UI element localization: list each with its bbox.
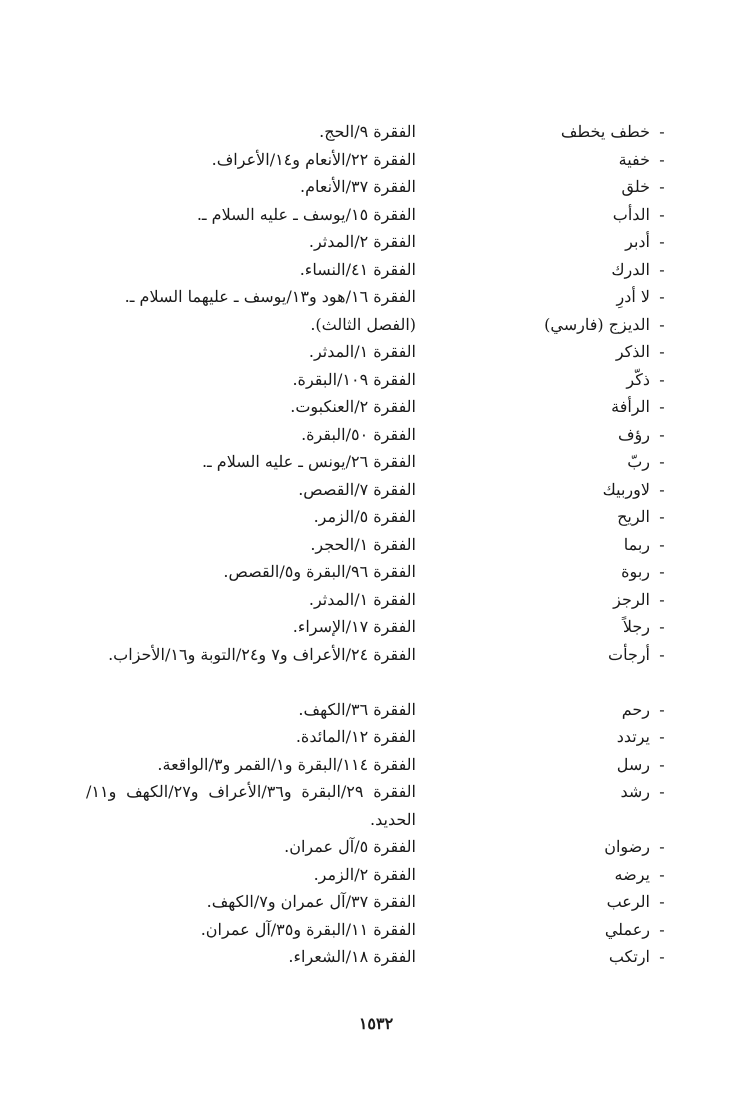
entry-dash: - (659, 589, 665, 609)
entry-dash: - (659, 782, 665, 801)
entry-term: الدأب (612, 204, 650, 224)
entry-reference: الفقرة ٥/آل عمران. (284, 837, 416, 856)
entry-term: رسل (616, 754, 650, 774)
entry-dash: - (659, 507, 665, 526)
glossary-entry (0, 476, 752, 504)
glossary-entry (0, 861, 752, 889)
glossary-entry (0, 943, 752, 971)
glossary-entry (0, 531, 752, 559)
entry-term: يرضه (614, 864, 650, 884)
glossary-entry (0, 256, 752, 284)
entry-dash: - (659, 397, 665, 416)
glossary-entry (0, 311, 752, 339)
entry-reference: الفقرة ٢/العنكبوت. (290, 397, 416, 416)
entry-reference: الفقرة ٢٦/يونس ـ عليه السلام ـ. (201, 452, 416, 471)
entry-dash: - (659, 644, 665, 664)
entry-reference: الفقرة ١٨/الشعراء. (288, 947, 416, 966)
entry-term: ربّ (627, 452, 650, 471)
entry-dash: - (659, 534, 665, 554)
glossary-entry (0, 751, 752, 779)
entry-reference: الفقرة ١٧/الإسراء. (292, 617, 416, 636)
entry-term: لاوربيك (602, 479, 650, 499)
entry-reference: الفقرة ١٦/هود و١٣/يوسف ـ عليهما السلام ـ. (124, 287, 416, 306)
entry-reference: الفقرة ٢٤/الأعراف و٧ و٢٤/التوبة و١٦/الأحزاب. (108, 644, 416, 664)
entry-term: ربما (623, 534, 650, 554)
entry-term: رؤف (617, 424, 650, 444)
entry-reference: الفقرة ٢/المدثر. (308, 232, 416, 251)
entry-reference: (الفصل الثالث). (310, 314, 416, 334)
glossary-entry (0, 723, 752, 751)
entry-reference: الفقرة ٣٧/آل عمران و٧/الكهف. (206, 892, 416, 911)
glossary-entry (0, 283, 752, 311)
entry-dash: - (659, 369, 665, 389)
glossary-entry (0, 916, 752, 944)
glossary-entry (0, 888, 752, 916)
entry-dash: - (659, 699, 665, 719)
glossary-entry (0, 586, 752, 614)
entry-term: خلق (621, 177, 650, 196)
entry-dash: - (659, 919, 665, 939)
glossary-entry (0, 503, 752, 531)
glossary-entry (0, 448, 752, 476)
glossary-entry (0, 201, 752, 229)
entry-term: رضوان (604, 837, 650, 856)
entry-dash: - (659, 892, 665, 911)
entry-term: يرتدد (616, 727, 650, 746)
entry-dash: - (659, 122, 665, 141)
entry-dash: - (659, 259, 665, 279)
entry-dash: - (659, 149, 665, 169)
entry-dash: - (659, 177, 665, 196)
entry-term: أدبر (625, 232, 650, 251)
entry-term: الرجز (613, 589, 650, 609)
entry-reference: الفقرة ٩/الحج. (319, 122, 416, 141)
glossary-entry (0, 421, 752, 449)
entry-dash: - (659, 947, 665, 966)
entry-reference: الفقرة ١٠٩/البقرة. (292, 369, 416, 389)
entry-dash: - (659, 837, 665, 856)
entry-reference: الفقرة ١٢/المائدة. (295, 727, 416, 746)
glossary-list (0, 118, 752, 971)
entry-dash: - (659, 424, 665, 444)
entry-term: ربوة (621, 562, 650, 581)
entry-reference: الفقرة ١/المدثر. (308, 589, 416, 609)
entry-term: الذكر (615, 342, 650, 361)
entry-term: رعملي (604, 919, 650, 939)
entry-reference: الفقرة ١٥/يوسف ـ عليه السلام ـ. (196, 204, 416, 224)
entry-reference: الفقرة ٥٠/البقرة. (301, 424, 416, 444)
entry-term: رشد (620, 782, 650, 801)
entry-term: خفية (618, 149, 650, 169)
entry-term: الريح (617, 507, 650, 526)
entry-reference: الفقرة ٤١/النساء. (299, 259, 416, 279)
entry-term: الرأفة (611, 397, 650, 416)
entry-term: ارتكب (608, 947, 650, 966)
glossary-entry (0, 696, 752, 724)
glossary-entry (0, 833, 752, 861)
glossary-entry (0, 393, 752, 421)
glossary-entry (0, 146, 752, 174)
entry-dash: - (659, 864, 665, 884)
page-number: ١٥٣٢ (358, 1014, 394, 1033)
entry-dash: - (659, 617, 665, 636)
entry-reference: الفقرة ١/المدثر. (308, 342, 416, 361)
entry-term: خطف يخطف (560, 122, 650, 141)
entry-reference: الفقرة ٢/الزمر. (313, 864, 416, 884)
entry-term: لا أدرِ (616, 287, 650, 306)
entry-reference: الفقرة ١١/البقرة و٣٥/آل عمران. (200, 919, 416, 939)
glossary-entry (0, 118, 752, 146)
entry-dash: - (659, 287, 665, 306)
entry-dash: - (659, 562, 665, 581)
entry-reference: الفقرة ٧/القصص. (298, 479, 416, 499)
glossary-entry (0, 338, 752, 366)
entry-term: ذكّر (626, 369, 650, 389)
entry-dash: - (659, 342, 665, 361)
entry-dash: - (659, 204, 665, 224)
entry-dash: - (659, 727, 665, 746)
entry-reference: الفقرة ٢٢/الأنعام و١٤/الأعراف. (211, 149, 416, 169)
entry-dash: - (659, 452, 665, 471)
entry-reference: الفقرة ٥/الزمر. (313, 507, 416, 526)
entry-reference: الفقرة ٣٧/الأنعام. (300, 177, 416, 196)
entry-term: أرجأت (608, 644, 650, 664)
entry-dash: - (659, 232, 665, 251)
glossary-entry (0, 366, 752, 394)
entry-reference: الفقرة ١١٤/البقرة و١/القمر و٣/الواقعة. (157, 754, 416, 774)
glossary-entry (0, 558, 752, 586)
entry-reference: الفقرة ٩٦/البقرة و٥/القصص. (223, 562, 416, 581)
glossary-entry (0, 228, 752, 256)
glossary-entry (0, 173, 752, 201)
entry-term: رحم (621, 699, 650, 719)
entry-term: الدرك (611, 259, 650, 279)
entry-term: رجلاً (622, 617, 650, 636)
entry-term: الديزج (فارسي) (544, 314, 650, 334)
entry-term: الرعب (606, 892, 650, 911)
entry-reference: الفقرة ٣٦/الكهف. (298, 699, 416, 719)
entry-reference: الفقرة ٢٩/البقرة و٣٦/الأعراف و٢٧/الكهف و١١/الحديد. (86, 782, 416, 829)
glossary-entry (0, 613, 752, 641)
entry-dash: - (659, 314, 665, 334)
glossary-entry (0, 641, 752, 696)
entry-dash: - (659, 479, 665, 499)
entry-reference: الفقرة ١/الحجر. (310, 534, 416, 554)
entry-dash: - (659, 754, 665, 774)
glossary-entry (0, 778, 752, 833)
